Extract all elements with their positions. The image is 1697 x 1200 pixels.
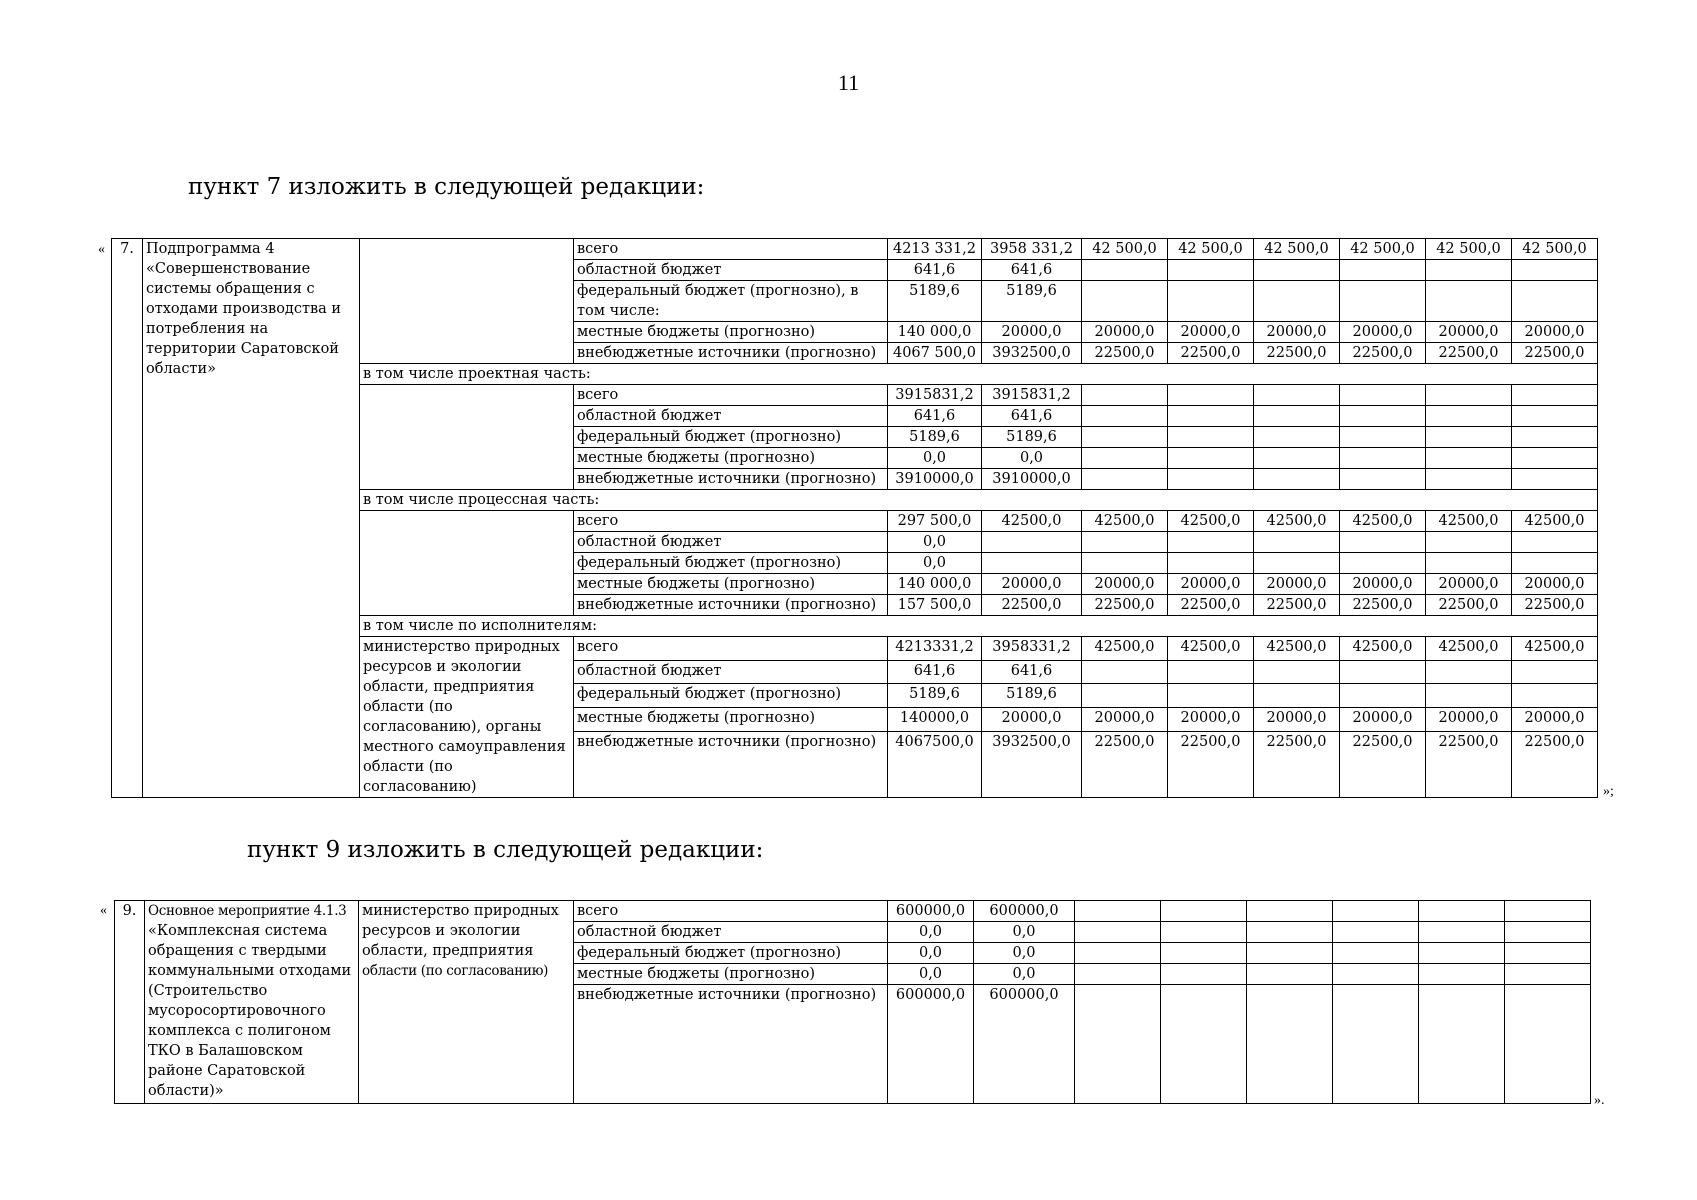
value-cell: 5189,6 [888, 281, 982, 322]
funding-source-label: всего [574, 239, 888, 260]
row-number: 7. [112, 239, 143, 798]
value-cell [1168, 385, 1254, 406]
group-header: в том числе проектная часть: [360, 364, 1598, 385]
value-cell [1426, 684, 1512, 708]
executor-cell: министерство природных ресурсов и экологии области, предприятия области (по согласованию), органы местного самоуправления области (по согласованию) [360, 637, 574, 798]
value-cell: 22500,0 [1082, 731, 1168, 797]
value-cell [1082, 469, 1168, 490]
section-7-table [111, 238, 1598, 798]
value-cell: 157 500,0 [888, 595, 982, 616]
value-cell [1419, 943, 1505, 964]
section-9-open-quote: « [100, 903, 107, 918]
value-cell: 641,6 [982, 660, 1082, 684]
value-cell: 140000,0 [888, 707, 982, 731]
funding-source-label: местные бюджеты (прогнозно) [574, 322, 888, 343]
value-cell [1426, 260, 1512, 281]
value-cell [1426, 660, 1512, 684]
value-cell [1254, 448, 1340, 469]
value-cell [1426, 406, 1512, 427]
value-cell [1254, 427, 1340, 448]
value-cell: 42 500,0 [1340, 239, 1426, 260]
value-cell [1505, 922, 1591, 943]
value-cell: 22500,0 [1512, 731, 1598, 797]
value-cell: 22500,0 [1082, 343, 1168, 364]
value-cell [1512, 448, 1598, 469]
value-cell: 4213 331,2 [888, 239, 982, 260]
value-cell [1333, 943, 1419, 964]
value-cell: 22500,0 [1340, 343, 1426, 364]
value-cell: 5189,6 [982, 427, 1082, 448]
value-cell: 22500,0 [1426, 731, 1512, 797]
section-9-table [114, 900, 1591, 1104]
funding-source-label: областной бюджет [574, 532, 888, 553]
value-cell [1168, 281, 1254, 322]
value-cell [982, 553, 1082, 574]
value-cell: 20000,0 [1082, 574, 1168, 595]
value-cell: 20000,0 [1168, 707, 1254, 731]
value-cell: 20000,0 [1340, 322, 1426, 343]
value-cell [1075, 964, 1161, 985]
value-cell [1168, 660, 1254, 684]
funding-source-label: областной бюджет [574, 406, 888, 427]
value-cell: 42 500,0 [1168, 239, 1254, 260]
value-cell: 641,6 [888, 660, 982, 684]
value-cell: 3932500,0 [982, 343, 1082, 364]
value-cell: 20000,0 [1512, 707, 1598, 731]
executor-cell-empty [360, 511, 574, 616]
value-cell [1512, 260, 1598, 281]
value-cell [1247, 901, 1333, 922]
value-cell: 42500,0 [1254, 511, 1340, 532]
value-cell: 4067 500,0 [888, 343, 982, 364]
value-cell: 20000,0 [1254, 707, 1340, 731]
value-cell: 20000,0 [982, 707, 1082, 731]
value-cell: 3958331,2 [982, 637, 1082, 661]
value-cell [1254, 406, 1340, 427]
value-cell [1419, 985, 1505, 1104]
section-9-close-quote: ». [1594, 1093, 1605, 1108]
value-cell: 600000,0 [888, 985, 974, 1104]
value-cell [1254, 281, 1340, 322]
value-cell [1168, 532, 1254, 553]
value-cell: 600000,0 [974, 985, 1075, 1104]
value-cell [1505, 901, 1591, 922]
value-cell [1505, 964, 1591, 985]
value-cell: 3910000,0 [888, 469, 982, 490]
value-cell: 20000,0 [1254, 574, 1340, 595]
value-cell [1254, 684, 1340, 708]
section-7-close-quote: »; [1603, 784, 1614, 799]
value-cell: 42500,0 [1082, 637, 1168, 661]
value-cell: 22500,0 [1426, 343, 1512, 364]
value-cell: 22500,0 [1426, 595, 1512, 616]
value-cell [1505, 985, 1591, 1104]
value-cell: 0,0 [888, 943, 974, 964]
value-cell: 20000,0 [1168, 574, 1254, 595]
funding-source-label: всего [574, 511, 888, 532]
value-cell: 0,0 [888, 922, 974, 943]
value-cell [1340, 684, 1426, 708]
value-cell: 600000,0 [974, 901, 1075, 922]
value-cell [1340, 532, 1426, 553]
value-cell: 42500,0 [1512, 637, 1598, 661]
funding-source-label: федеральный бюджет (прогнозно) [574, 684, 888, 708]
activity-title [145, 901, 359, 1104]
value-cell: 22500,0 [1254, 343, 1340, 364]
funding-source-label: внебюджетные источники (прогнозно) [574, 343, 888, 364]
value-cell: 42 500,0 [1512, 239, 1598, 260]
value-cell: 0,0 [974, 943, 1075, 964]
value-cell [1254, 260, 1340, 281]
value-cell [1082, 553, 1168, 574]
value-cell: 20000,0 [1254, 322, 1340, 343]
value-cell: 22500,0 [1168, 595, 1254, 616]
value-cell: 22500,0 [982, 595, 1082, 616]
funding-source-label: федеральный бюджет (прогнозно), в том числе: [574, 281, 888, 322]
value-cell [1247, 943, 1333, 964]
value-cell: 22500,0 [1254, 731, 1340, 797]
table-row [112, 239, 1598, 260]
value-cell: 22500,0 [1512, 343, 1598, 364]
value-cell [1340, 660, 1426, 684]
value-cell: 3915831,2 [982, 385, 1082, 406]
value-cell: 5189,6 [982, 281, 1082, 322]
value-cell: 0,0 [974, 922, 1075, 943]
value-cell: 20000,0 [1512, 322, 1598, 343]
value-cell [1419, 922, 1505, 943]
executor-cell [359, 901, 574, 1104]
value-cell: 20000,0 [1426, 574, 1512, 595]
value-cell [1254, 553, 1340, 574]
funding-source-label: внебюджетные источники (прогнозно) [574, 985, 888, 1104]
value-cell [1254, 469, 1340, 490]
value-cell: 0,0 [982, 448, 1082, 469]
funding-source-label: местные бюджеты (прогнозно) [574, 574, 888, 595]
value-cell [1505, 943, 1591, 964]
value-cell [982, 532, 1082, 553]
value-cell [1075, 985, 1161, 1104]
value-cell: 297 500,0 [888, 511, 982, 532]
value-cell [1426, 281, 1512, 322]
executor-first: министерство природных ресурсов и экологии области, предприятия [362, 903, 559, 959]
value-cell: 42500,0 [1168, 511, 1254, 532]
value-cell [1426, 532, 1512, 553]
value-cell: 641,6 [888, 260, 982, 281]
funding-source-label: внебюджетные источники (прогнозно) [574, 595, 888, 616]
value-cell: 20000,0 [982, 322, 1082, 343]
value-cell: 3932500,0 [982, 731, 1082, 797]
activity-title-rest: «Комплексная система обращения с твердыми коммунальными отходами (Строительство мусоросортировочного комплекса с полигоном ТКО в Балашовском районе Саратовской области)» [148, 923, 352, 1099]
value-cell: 22500,0 [1168, 343, 1254, 364]
funding-source-label: областной бюджет [574, 260, 888, 281]
value-cell: 0,0 [888, 532, 982, 553]
value-cell [1075, 943, 1161, 964]
value-cell [1512, 469, 1598, 490]
value-cell [1247, 985, 1333, 1104]
value-cell [1161, 964, 1247, 985]
value-cell: 20000,0 [1340, 574, 1426, 595]
value-cell [1512, 281, 1598, 322]
value-cell [1340, 260, 1426, 281]
section-7-heading: пункт 7 изложить в следующей редакции: [188, 174, 705, 200]
value-cell [1340, 385, 1426, 406]
value-cell [1512, 660, 1598, 684]
row-number: 9. [115, 901, 145, 1104]
value-cell [1426, 385, 1512, 406]
value-cell: 20000,0 [1426, 322, 1512, 343]
value-cell [1168, 260, 1254, 281]
value-cell [1333, 922, 1419, 943]
value-cell [1161, 922, 1247, 943]
executor-cell-empty [360, 239, 574, 364]
value-cell [1082, 684, 1168, 708]
value-cell [1082, 406, 1168, 427]
value-cell: 0,0 [888, 553, 982, 574]
value-cell [1161, 943, 1247, 964]
value-cell [1333, 964, 1419, 985]
value-cell: 600000,0 [888, 901, 974, 922]
value-cell: 5189,6 [888, 684, 982, 708]
value-cell: 4067500,0 [888, 731, 982, 797]
funding-source-label: внебюджетные источники (прогнозно) [574, 731, 888, 797]
value-cell: 42 500,0 [1082, 239, 1168, 260]
value-cell [1082, 260, 1168, 281]
value-cell [1168, 684, 1254, 708]
value-cell: 641,6 [888, 406, 982, 427]
value-cell: 140 000,0 [888, 574, 982, 595]
value-cell: 42500,0 [1340, 511, 1426, 532]
value-cell: 42 500,0 [1426, 239, 1512, 260]
value-cell [1426, 553, 1512, 574]
value-cell: 5189,6 [888, 427, 982, 448]
value-cell [1340, 553, 1426, 574]
value-cell: 20000,0 [1512, 574, 1598, 595]
group-header: в том числе процессная часть: [360, 490, 1598, 511]
value-cell [1340, 469, 1426, 490]
value-cell: 22500,0 [1340, 595, 1426, 616]
value-cell: 42500,0 [1340, 637, 1426, 661]
value-cell [1168, 406, 1254, 427]
value-cell: 4213331,2 [888, 637, 982, 661]
value-cell [1340, 427, 1426, 448]
value-cell: 22500,0 [1340, 731, 1426, 797]
group-header: в том числе по исполнителям: [360, 616, 1598, 637]
value-cell: 3910000,0 [982, 469, 1082, 490]
value-cell [1512, 553, 1598, 574]
value-cell: 42500,0 [1426, 511, 1512, 532]
value-cell [1082, 448, 1168, 469]
value-cell: 20000,0 [1340, 707, 1426, 731]
value-cell: 20000,0 [1426, 707, 1512, 731]
value-cell [1082, 660, 1168, 684]
executor-last: области (по согласованию) [362, 963, 549, 979]
value-cell [1419, 964, 1505, 985]
value-cell [1426, 469, 1512, 490]
value-cell: 20000,0 [982, 574, 1082, 595]
table-row [115, 901, 1591, 922]
funding-source-label: федеральный бюджет (прогнозно) [574, 943, 888, 964]
executor-cell-empty [360, 385, 574, 490]
value-cell [1075, 901, 1161, 922]
value-cell [1426, 427, 1512, 448]
value-cell [1512, 427, 1598, 448]
funding-source-label: федеральный бюджет (прогнозно) [574, 553, 888, 574]
value-cell: 42500,0 [1082, 511, 1168, 532]
value-cell [1168, 469, 1254, 490]
value-cell: 42 500,0 [1254, 239, 1340, 260]
value-cell [1254, 385, 1340, 406]
value-cell [1161, 985, 1247, 1104]
section-9-heading: пункт 9 изложить в следующей редакции: [247, 837, 764, 863]
funding-source-label: местные бюджеты (прогнозно) [574, 448, 888, 469]
value-cell [1512, 406, 1598, 427]
value-cell [1512, 385, 1598, 406]
value-cell [1512, 684, 1598, 708]
value-cell: 42500,0 [982, 511, 1082, 532]
value-cell [1075, 922, 1161, 943]
value-cell: 22500,0 [1082, 595, 1168, 616]
value-cell [1247, 964, 1333, 985]
value-cell: 42500,0 [1168, 637, 1254, 661]
value-cell [1426, 448, 1512, 469]
value-cell: 20000,0 [1168, 322, 1254, 343]
subprogram-title: Подпрограмма 4 «Совершенствование системы обращения с отходами производства и потребления на территории Саратовской области» [143, 239, 360, 798]
page-number: 11 [837, 70, 860, 95]
value-cell: 641,6 [982, 406, 1082, 427]
value-cell [1082, 281, 1168, 322]
funding-source-label: местные бюджеты (прогнозно) [574, 707, 888, 731]
value-cell: 22500,0 [1254, 595, 1340, 616]
funding-source-label: всего [574, 901, 888, 922]
value-cell [1340, 406, 1426, 427]
value-cell [1333, 985, 1419, 1104]
value-cell: 0,0 [888, 964, 974, 985]
value-cell [1082, 385, 1168, 406]
value-cell: 20000,0 [1082, 707, 1168, 731]
value-cell: 42500,0 [1512, 511, 1598, 532]
value-cell: 22500,0 [1168, 731, 1254, 797]
value-cell [1161, 901, 1247, 922]
value-cell [1168, 448, 1254, 469]
funding-source-label: федеральный бюджет (прогнозно) [574, 427, 888, 448]
value-cell: 42500,0 [1254, 637, 1340, 661]
value-cell [1512, 532, 1598, 553]
value-cell [1254, 660, 1340, 684]
value-cell: 5189,6 [982, 684, 1082, 708]
value-cell [1340, 281, 1426, 322]
value-cell [1340, 448, 1426, 469]
funding-source-label: областной бюджет [574, 660, 888, 684]
funding-source-label: всего [574, 637, 888, 661]
funding-source-label: всего [574, 385, 888, 406]
section-7-open-quote: « [98, 242, 105, 257]
value-cell [1419, 901, 1505, 922]
value-cell: 20000,0 [1082, 322, 1168, 343]
value-cell: 641,6 [982, 260, 1082, 281]
value-cell: 3915831,2 [888, 385, 982, 406]
value-cell [1082, 532, 1168, 553]
value-cell [1333, 901, 1419, 922]
funding-source-label: областной бюджет [574, 922, 888, 943]
value-cell: 42500,0 [1426, 637, 1512, 661]
value-cell [1168, 553, 1254, 574]
value-cell: 22500,0 [1512, 595, 1598, 616]
funding-source-label: внебюджетные источники (прогнозно) [574, 469, 888, 490]
value-cell: 0,0 [888, 448, 982, 469]
value-cell: 3958 331,2 [982, 239, 1082, 260]
value-cell [1254, 532, 1340, 553]
value-cell [1082, 427, 1168, 448]
value-cell [1168, 427, 1254, 448]
value-cell: 140 000,0 [888, 322, 982, 343]
funding-source-label: местные бюджеты (прогнозно) [574, 964, 888, 985]
value-cell [1247, 922, 1333, 943]
activity-title-first: Основное мероприятие 4.1.3 [148, 903, 347, 919]
value-cell: 0,0 [974, 964, 1075, 985]
